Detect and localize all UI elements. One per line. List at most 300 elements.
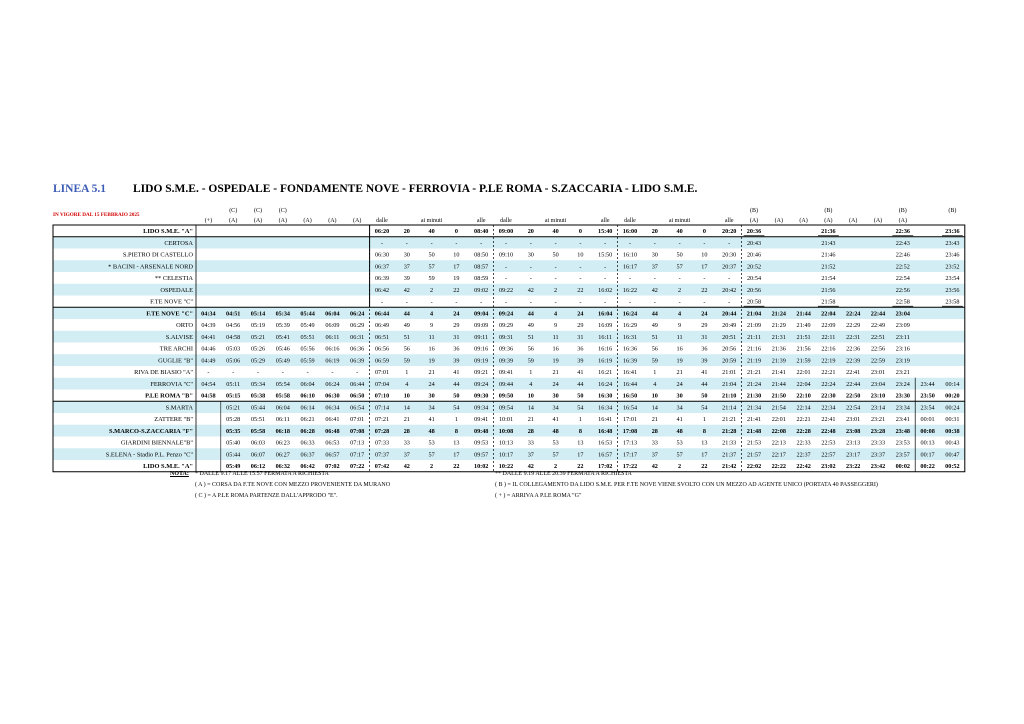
column-header: (A) <box>898 218 907 224</box>
time-cell: 22:37 <box>796 451 811 459</box>
time-cell: 49 <box>527 322 534 330</box>
time-cell: 09:41 <box>474 416 489 424</box>
time-cell: 41 <box>577 369 584 377</box>
time-cell: 53 <box>428 439 435 447</box>
time-cell: - <box>579 239 582 247</box>
column-note: (B) <box>750 208 758 214</box>
time-cell: 22:24 <box>845 310 861 318</box>
time-cell: 22:01 <box>796 369 811 377</box>
time-cell: 06:56 <box>374 345 390 353</box>
time-cell: 9 <box>678 322 682 330</box>
time-cell: 16:31 <box>622 333 638 341</box>
time-cell: 16:11 <box>598 333 613 341</box>
time-cell: - <box>554 275 557 283</box>
time-cell: 10 <box>527 392 534 400</box>
time-cell: 06:34 <box>325 404 340 412</box>
time-cell: 21:34 <box>746 404 762 412</box>
time-cell: 16 <box>552 345 559 353</box>
time-cell: 17 <box>453 451 460 459</box>
time-cell: 21:41 <box>771 369 786 377</box>
stop-name: GIARDINI BIENNALE"B" <box>120 439 193 447</box>
time-cell: 05:39 <box>275 322 290 330</box>
time-cell: 05:26 <box>250 345 266 353</box>
time-cell: 07:33 <box>374 439 390 447</box>
time-cell: 21:42 <box>721 463 737 471</box>
time-cell: 24 <box>577 310 584 318</box>
time-cell: 23:34 <box>895 404 910 412</box>
time-cell: 54 <box>701 404 708 412</box>
time-cell: - <box>628 239 632 247</box>
column-note: (C) <box>254 208 262 214</box>
column-header: (A) <box>774 218 783 224</box>
time-cell: 20:37 <box>722 263 737 271</box>
time-cell: 04:54 <box>201 380 216 388</box>
time-cell: 09:16 <box>474 345 489 353</box>
time-cell: - <box>529 263 532 271</box>
time-cell: 22:36 <box>846 345 861 353</box>
time-cell: 39 <box>577 357 584 365</box>
time-cell: 05:49 <box>275 357 290 365</box>
time-cell: 36 <box>577 345 584 353</box>
time-cell: 4 <box>653 380 657 388</box>
stop-name: S.ELENA - Stadio P.L. Penzo "C" <box>105 451 193 459</box>
time-cell: - <box>232 369 235 377</box>
column-note: (C) <box>278 208 287 214</box>
time-cell: 00:01 <box>920 416 935 424</box>
column-header: (A) <box>328 218 337 224</box>
time-cell: - <box>207 369 210 377</box>
time-cell: 54 <box>577 404 584 412</box>
time-cell: 30 <box>676 392 683 400</box>
time-cell: 22:46 <box>895 251 910 259</box>
time-cell: 20:42 <box>722 286 737 294</box>
time-cell: 09:34 <box>474 404 489 412</box>
time-cell: 4 <box>430 310 434 318</box>
time-cell: 56 <box>651 345 658 353</box>
time-cell: 23:01 <box>846 416 861 424</box>
time-cell: 2 <box>678 463 682 471</box>
time-cell: 24 <box>428 380 435 388</box>
time-cell: 22:28 <box>796 427 811 435</box>
time-cell: 06:33 <box>300 439 315 447</box>
time-cell: 22:41 <box>846 369 861 377</box>
column-header: alle <box>600 218 610 224</box>
time-cell: 21:24 <box>746 380 762 388</box>
time-cell: 10 <box>701 251 708 259</box>
time-cell: 29 <box>453 322 460 330</box>
time-cell: 06:44 <box>350 380 365 388</box>
time-cell: 23:14 <box>870 404 886 412</box>
time-cell: 04:51 <box>225 310 241 318</box>
time-cell: 09:04 <box>473 310 489 318</box>
time-cell: 21:58 <box>821 298 836 306</box>
time-cell: 57 <box>552 451 559 459</box>
time-cell: 00:17 <box>920 451 935 459</box>
time-cell: 22:53 <box>821 439 836 447</box>
time-cell: 07:17 <box>350 451 365 459</box>
time-cell: 23:04 <box>870 380 886 388</box>
time-cell: 06:39 <box>374 275 390 283</box>
time-cell: 05:44 <box>250 404 266 412</box>
stop-name: F.TE NOVE "C" <box>150 298 193 306</box>
time-cell: 19 <box>428 357 435 365</box>
time-cell: 06:09 <box>325 322 340 330</box>
time-cell: 21 <box>527 416 534 424</box>
time-cell: 00:24 <box>945 404 960 412</box>
time-cell: 48 <box>552 427 559 435</box>
time-cell: 09:21 <box>474 369 489 377</box>
time-cell: - <box>480 298 483 306</box>
time-cell: 51 <box>527 333 534 341</box>
time-cell: 06:04 <box>325 310 340 318</box>
time-cell: 07:02 <box>325 463 340 471</box>
time-cell: 23:28 <box>870 427 886 435</box>
time-cell: 23:21 <box>895 369 910 377</box>
time-cell: 16:21 <box>598 369 613 377</box>
time-cell: 51 <box>403 333 410 341</box>
time-cell: 21:49 <box>796 322 811 330</box>
time-cell: 04:34 <box>201 310 216 318</box>
time-cell: 00:52 <box>945 463 960 471</box>
time-cell: 30 <box>552 392 559 400</box>
time-cell: 07:01 <box>374 369 390 377</box>
time-cell: 09:57 <box>474 451 489 459</box>
time-cell: 42 <box>651 286 658 294</box>
time-cell: 21:21 <box>746 369 762 377</box>
time-cell: 15:50 <box>598 251 613 259</box>
time-cell: 06:42 <box>374 286 390 294</box>
time-cell: 20:36 <box>746 228 762 236</box>
time-cell: 22:56 <box>870 345 886 353</box>
time-cell: 49 <box>403 322 410 330</box>
time-cell: 07:08 <box>349 427 365 435</box>
time-cell: 17:08 <box>622 427 638 435</box>
column-header: (A) <box>824 218 833 224</box>
time-cell: 23:16 <box>895 345 910 353</box>
time-cell: 09:02 <box>474 286 489 294</box>
time-cell: 09:44 <box>498 380 514 388</box>
time-cell: 42 <box>651 463 658 471</box>
note-6: ( + ) = ARRIVA A P.LE ROMA "G" <box>495 493 582 499</box>
stop-name: LIDO S.M.E. "A" <box>143 463 193 471</box>
time-cell: 57 <box>676 263 683 271</box>
time-cell: 30 <box>403 251 410 259</box>
time-cell: 22:01 <box>771 416 786 424</box>
time-cell: 21 <box>403 416 410 424</box>
time-cell: 06:59 <box>374 357 390 365</box>
time-cell: 20:54 <box>746 275 762 283</box>
time-cell: 8 <box>454 427 458 435</box>
time-cell: 4 <box>405 380 409 388</box>
time-cell: 06:19 <box>325 357 340 365</box>
time-cell: 23:19 <box>895 357 910 365</box>
time-cell: 22:44 <box>846 380 861 388</box>
time-cell: 09:29 <box>498 322 514 330</box>
time-cell: 31 <box>577 333 584 341</box>
time-cell: 16:24 <box>622 310 638 318</box>
time-cell: 48 <box>676 427 683 435</box>
time-cell: - <box>455 298 458 306</box>
time-cell: 21:56 <box>796 345 811 353</box>
time-cell: 04:58 <box>201 392 216 400</box>
time-cell: - <box>356 369 359 377</box>
time-cell: - <box>579 275 582 283</box>
valid-from-label: IN VIGORE DAL 15 FEBBRAIO 2025 <box>53 212 140 218</box>
time-cell: 20:30 <box>722 251 737 259</box>
time-cell: 05:44 <box>300 310 315 318</box>
time-cell: 07:22 <box>349 463 365 471</box>
time-cell: 22:56 <box>895 286 910 294</box>
time-cell: - <box>529 298 532 306</box>
time-cell: 06:48 <box>325 427 340 435</box>
time-cell: 09:19 <box>474 357 489 365</box>
time-cell: 53 <box>676 439 683 447</box>
time-cell: 21:44 <box>796 310 811 318</box>
time-cell: 00:02 <box>895 463 911 471</box>
notes-label: NOTA: <box>170 471 189 477</box>
time-cell: 23:22 <box>845 463 861 471</box>
time-cell: 06:24 <box>325 380 340 388</box>
time-cell: 21:01 <box>722 369 737 377</box>
time-cell: - <box>604 298 607 306</box>
time-cell: 20:52 <box>746 263 762 271</box>
time-cell: 20:59 <box>722 357 737 365</box>
time-cell: 23:24 <box>895 380 910 388</box>
time-cell: 06:39 <box>350 357 365 365</box>
time-cell: 06:11 <box>325 333 340 341</box>
time-cell: 00:14 <box>945 380 960 388</box>
time-cell: 23:58 <box>945 298 960 306</box>
time-cell: 20:56 <box>722 345 737 353</box>
time-cell: 22 <box>701 286 708 294</box>
time-cell: 42 <box>403 286 410 294</box>
time-cell: 57 <box>428 451 435 459</box>
time-cell: 05:35 <box>225 427 241 435</box>
time-cell: 10 <box>453 251 460 259</box>
time-cell: 13 <box>453 439 460 447</box>
time-cell: 21:33 <box>722 439 737 447</box>
time-cell: 22:31 <box>846 333 861 341</box>
time-cell: 05:40 <box>226 439 241 447</box>
time-cell: 21:50 <box>771 392 787 400</box>
time-cell: 06:50 <box>349 392 365 400</box>
time-cell: 10:17 <box>498 451 514 459</box>
time-cell: 06:04 <box>300 380 315 388</box>
time-cell: - <box>554 239 557 247</box>
time-cell: 39 <box>701 357 708 365</box>
time-cell: 06:30 <box>374 251 390 259</box>
time-cell: 04:39 <box>201 322 216 330</box>
time-cell: 39 <box>403 275 410 283</box>
time-cell: 07:04 <box>374 380 390 388</box>
time-cell: - <box>604 239 607 247</box>
time-cell: 20:44 <box>721 310 737 318</box>
time-cell: 22:04 <box>821 310 836 318</box>
time-cell: 22:24 <box>821 380 836 388</box>
time-cell: 05:14 <box>250 310 266 318</box>
time-cell: 21:04 <box>746 310 762 318</box>
time-cell: 20 <box>403 228 410 236</box>
time-cell: 22:30 <box>821 392 836 400</box>
time-cell: 06:28 <box>300 427 315 435</box>
time-cell: 07:37 <box>374 451 390 459</box>
time-cell: 06:10 <box>300 392 315 400</box>
time-cell: 20 <box>651 228 658 236</box>
stop-name: ** CELESTIA <box>154 275 193 283</box>
time-cell: 44 <box>527 310 534 318</box>
time-cell: 05:54 <box>275 380 290 388</box>
time-cell: 37 <box>651 263 658 271</box>
time-cell: 16:34 <box>598 404 613 412</box>
time-cell: 05:34 <box>275 310 291 318</box>
time-cell: 09:48 <box>473 427 489 435</box>
column-header: (A) <box>799 218 808 224</box>
time-cell: 22 <box>453 463 460 471</box>
time-cell: 16:57 <box>598 451 613 459</box>
time-cell: 14 <box>651 404 658 412</box>
time-cell: 23:56 <box>945 286 960 294</box>
time-cell: 40 <box>552 228 559 236</box>
time-cell: 16 <box>676 345 683 353</box>
time-cell: 23:52 <box>945 263 960 271</box>
time-cell: 21:59 <box>796 357 811 365</box>
time-cell: 22:14 <box>796 404 811 412</box>
time-cell: 21:51 <box>796 333 811 341</box>
time-cell: 00:20 <box>945 392 960 400</box>
time-cell: 22:54 <box>895 275 910 283</box>
time-cell: 41 <box>552 416 559 424</box>
time-cell: 20:20 <box>721 228 737 236</box>
time-cell: 22:22 <box>771 463 787 471</box>
time-cell: 05:38 <box>250 392 266 400</box>
time-cell: 09:11 <box>474 333 489 341</box>
time-cell: 05:49 <box>300 322 315 330</box>
time-cell: 1 <box>653 369 657 377</box>
time-cell: 34 <box>428 404 435 412</box>
time-cell: 30 <box>428 392 435 400</box>
time-cell: 21:36 <box>821 228 836 236</box>
time-cell: 20:46 <box>746 251 762 259</box>
time-cell: 22:44 <box>870 310 886 318</box>
time-cell: 10 <box>403 392 410 400</box>
time-cell: 07:21 <box>374 416 390 424</box>
time-cell: 51 <box>651 333 658 341</box>
time-cell: 06:53 <box>325 439 340 447</box>
time-cell: 8 <box>702 427 706 435</box>
time-cell: - <box>256 369 260 377</box>
time-cell: 22:48 <box>821 427 836 435</box>
time-cell: 22:10 <box>796 392 811 400</box>
time-cell: 05:46 <box>275 345 290 353</box>
time-cell: 34 <box>552 404 559 412</box>
time-cell: 21 <box>676 369 683 377</box>
time-cell: 06:36 <box>350 345 365 353</box>
time-cell: 33 <box>651 439 658 447</box>
time-cell: 06:32 <box>275 463 291 471</box>
stop-name: LIDO S.M.E. "A" <box>143 228 193 236</box>
column-header: ai minuti <box>668 218 691 224</box>
time-cell: 05:06 <box>226 357 241 365</box>
time-cell: 21 <box>651 416 658 424</box>
note-3: ( C ) = A P.LE ROMA PARTENZE DALL'APPRODO "E". <box>195 493 338 499</box>
stop-name: S.ALVISE <box>165 333 193 341</box>
time-cell: 56 <box>403 345 410 353</box>
time-cell: 29 <box>701 322 708 330</box>
time-cell: 37 <box>651 451 658 459</box>
time-cell: - <box>628 275 632 283</box>
time-cell: 22:52 <box>895 263 910 271</box>
time-cell: 05:19 <box>250 322 266 330</box>
time-cell: 05:44 <box>226 451 241 459</box>
time-cell: 09:36 <box>498 345 514 353</box>
note-2: ( A ) = CORSA DA F.TE NOVE CON MEZZO PROVENIENTE DA MURANO <box>195 482 391 488</box>
stop-name: GUGLIE "B" <box>158 357 193 365</box>
time-cell: 22:51 <box>870 333 886 341</box>
time-cell: 05:49 <box>225 463 241 471</box>
time-cell: 1 <box>454 416 458 424</box>
time-cell: 34 <box>676 404 683 412</box>
stop-name: ORTO <box>176 322 193 330</box>
time-cell: - <box>504 275 508 283</box>
time-cell: 21:52 <box>821 263 836 271</box>
time-cell: 21:48 <box>746 427 762 435</box>
time-cell: - <box>380 239 384 247</box>
time-cell: 06:30 <box>325 392 340 400</box>
time-cell: 22:33 <box>796 439 811 447</box>
time-cell: 06:12 <box>250 463 266 471</box>
time-cell: 28 <box>527 427 534 435</box>
time-cell: 21:30 <box>746 392 762 400</box>
time-cell: 22:57 <box>821 451 836 459</box>
time-cell: 17:22 <box>622 463 638 471</box>
time-cell: 17 <box>701 263 708 271</box>
time-cell: 41 <box>453 369 460 377</box>
time-cell: 22:29 <box>846 322 861 330</box>
time-cell: 08:57 <box>474 263 489 271</box>
time-cell: - <box>678 298 681 306</box>
time-cell: - <box>653 275 656 283</box>
time-cell: 00:47 <box>945 451 960 459</box>
time-cell: 42 <box>403 463 410 471</box>
time-cell: 23:04 <box>895 310 911 318</box>
time-cell: 24 <box>552 380 559 388</box>
stop-name: F.TE NOVE "C" <box>146 310 193 318</box>
time-cell: - <box>628 298 632 306</box>
time-cell: 06:41 <box>325 416 340 424</box>
time-cell: 59 <box>428 275 435 283</box>
time-cell: 05:51 <box>300 333 315 341</box>
time-cell: 0 <box>454 228 458 236</box>
time-cell: 22:13 <box>771 439 786 447</box>
time-cell: 05:03 <box>226 345 241 353</box>
time-cell: - <box>504 298 508 306</box>
time-cell: - <box>380 298 384 306</box>
time-cell: - <box>653 239 656 247</box>
time-cell: 07:10 <box>374 392 390 400</box>
time-cell: 4 <box>529 380 533 388</box>
time-cell: - <box>331 369 334 377</box>
time-cell: 16:50 <box>622 392 638 400</box>
time-cell: 21:46 <box>821 251 836 259</box>
time-cell: 56 <box>527 345 534 353</box>
time-cell: 05:41 <box>275 333 290 341</box>
time-cell: 17 <box>453 263 460 271</box>
time-cell: 50 <box>453 392 460 400</box>
time-cell: - <box>455 239 458 247</box>
time-cell: 08:50 <box>474 251 489 259</box>
time-cell: 22:11 <box>821 333 836 341</box>
column-header: (+) <box>204 218 213 224</box>
